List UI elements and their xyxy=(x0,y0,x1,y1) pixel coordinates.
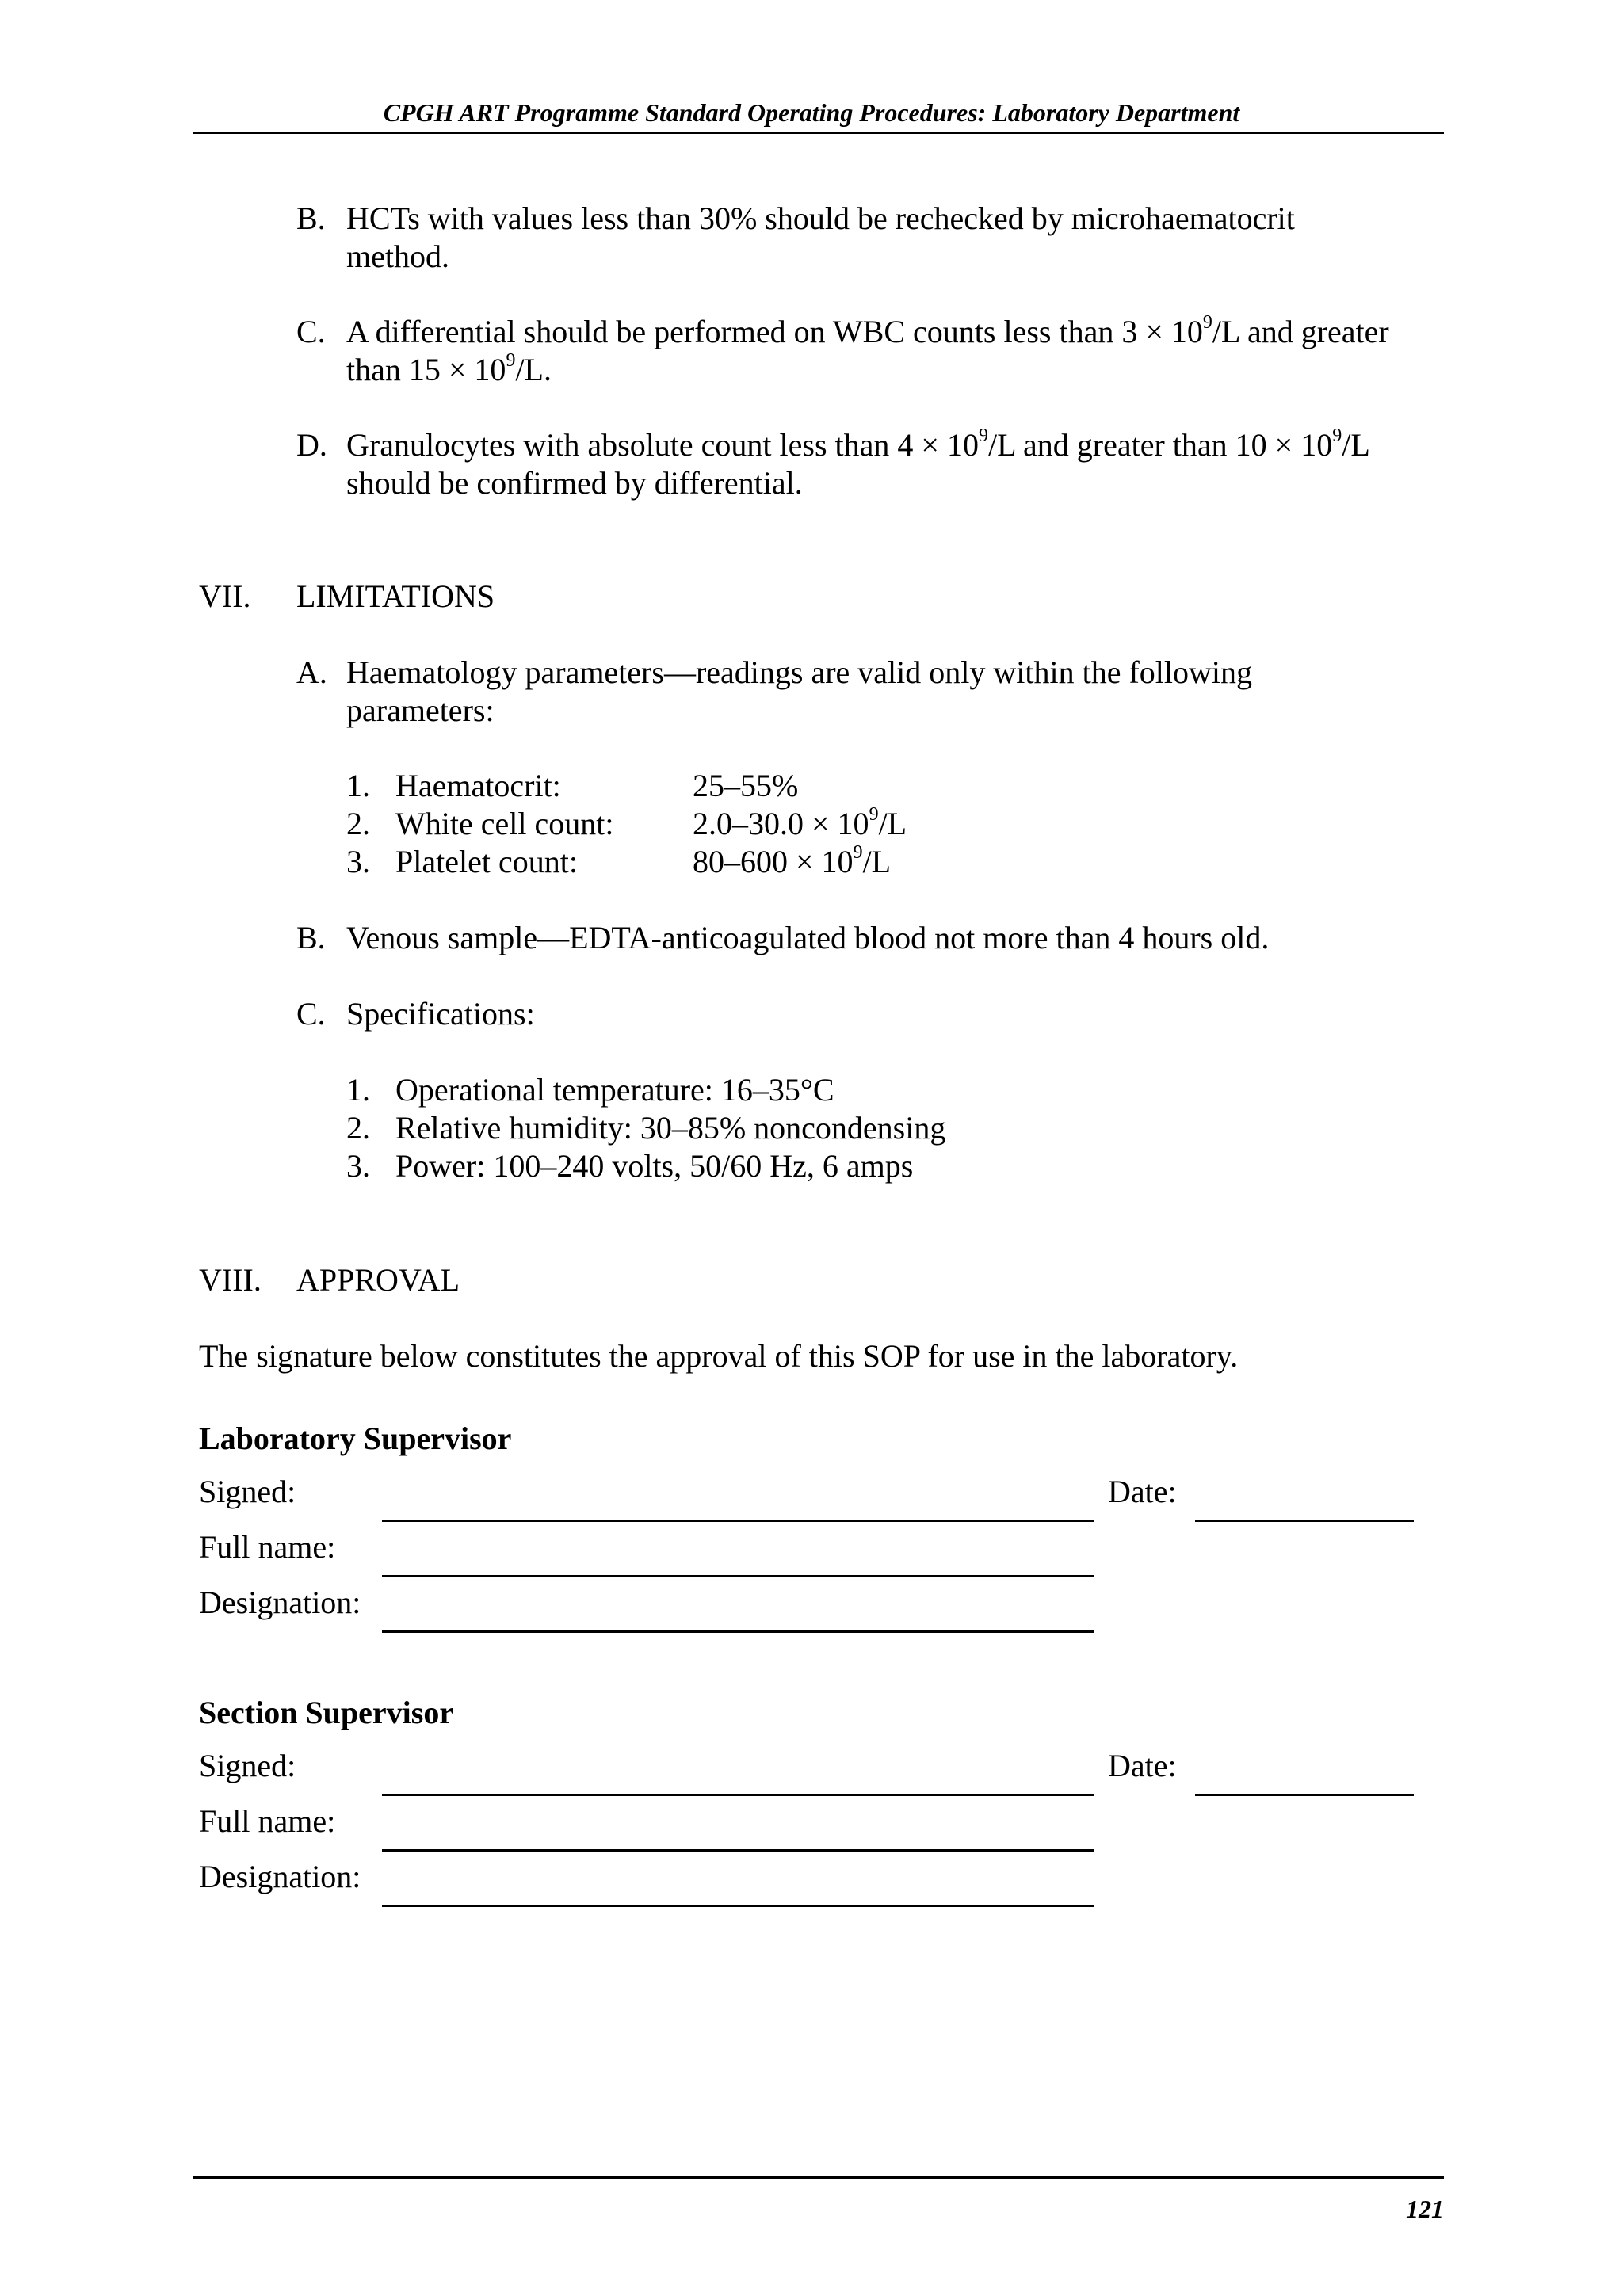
section-title: LIMITATIONS xyxy=(296,578,495,614)
section-numeral: VIII. xyxy=(199,1262,262,1298)
spec-text: Operational temperature: 16–35°C xyxy=(395,1072,834,1108)
section-title: APPROVAL xyxy=(296,1262,460,1298)
param-value: $80-600 \times 10^9/L$ xyxy=(693,841,892,879)
running-header: CPGH ART Programme Standard Operating Procedures: Laboratory Department xyxy=(383,98,1240,127)
full-name-line[interactable] xyxy=(382,1849,1094,1852)
list-num: 1. xyxy=(346,1072,370,1108)
param-value: $2.0-30.0 \times 10^9/L$ xyxy=(693,803,907,841)
item-b-line2: method. xyxy=(346,238,449,274)
param-label: Platelet count: xyxy=(395,844,578,879)
full-name-line[interactable] xyxy=(382,1575,1094,1577)
date-line[interactable] xyxy=(1195,1520,1414,1522)
header-rule xyxy=(193,132,1444,134)
item-a-line1: Haematology parameters—readings are valid only within the following xyxy=(346,654,1253,690)
section-numeral: VII. xyxy=(199,578,251,614)
item-c-line2: than $15 \times 10^9/L$. xyxy=(346,349,552,387)
list-num: 3. xyxy=(346,1148,370,1184)
designation-label: Designation: xyxy=(199,1585,361,1620)
footer-rule xyxy=(193,2176,1444,2179)
page-number: 121 xyxy=(1406,2195,1444,2223)
param-label: White cell count: xyxy=(395,806,614,841)
full-name-label: Full name: xyxy=(199,1803,336,1839)
list-num: 2. xyxy=(346,1110,370,1146)
date-label: Date: xyxy=(1108,1474,1177,1509)
signed-label: Signed: xyxy=(199,1748,296,1783)
designation-line[interactable] xyxy=(382,1630,1094,1633)
item-letter: D. xyxy=(296,427,327,463)
spec-text: Power: 100–240 volts, 50/60 Hz, 6 amps xyxy=(395,1148,914,1184)
param-label: Haematocrit: xyxy=(395,768,561,803)
signature-line[interactable] xyxy=(382,1520,1094,1522)
item-b-text: Venous sample—EDTA-anticoagulated blood not more than 4 hours old. xyxy=(346,920,1270,955)
section-supervisor-heading: Section Supervisor xyxy=(199,1695,454,1730)
param-value: 25–55% xyxy=(693,768,799,803)
item-letter: C. xyxy=(296,314,326,349)
lab-supervisor-heading: Laboratory Supervisor xyxy=(199,1421,512,1456)
signature-line[interactable] xyxy=(382,1794,1094,1796)
item-d-line1: Granulocytes with absolute count less than $4 \times 10^9/L$ and greater than $10 \times 10^9/L$ xyxy=(346,425,1370,463)
date-line[interactable] xyxy=(1195,1794,1414,1796)
item-c-line1: A differential should be performed on WBC counts less than $3 \times 10^9/L$ and greater xyxy=(346,311,1389,349)
spec-text: Relative humidity: 30–85% noncondensing xyxy=(395,1110,946,1146)
list-num: 3. xyxy=(346,844,370,879)
approval-statement: The signature below constitutes the approval of this SOP for use in the laboratory. xyxy=(199,1338,1239,1374)
item-letter: B. xyxy=(296,200,326,236)
designation-line[interactable] xyxy=(382,1905,1094,1907)
item-letter: A. xyxy=(296,654,327,690)
item-letter: B. xyxy=(296,920,326,955)
item-c-text: Specifications: xyxy=(346,996,535,1032)
list-num: 1. xyxy=(346,768,370,803)
item-d-line2: should be confirmed by differential. xyxy=(346,465,803,501)
list-num: 2. xyxy=(346,806,370,841)
item-a-line2: parameters: xyxy=(346,692,495,728)
date-label: Date: xyxy=(1108,1748,1177,1783)
item-letter: C. xyxy=(296,996,326,1032)
signed-label: Signed: xyxy=(199,1474,296,1509)
designation-label: Designation: xyxy=(199,1859,361,1894)
item-b-line1: HCTs with values less than 30% should be rechecked by microhaematocrit xyxy=(346,200,1295,236)
full-name-label: Full name: xyxy=(199,1529,336,1565)
